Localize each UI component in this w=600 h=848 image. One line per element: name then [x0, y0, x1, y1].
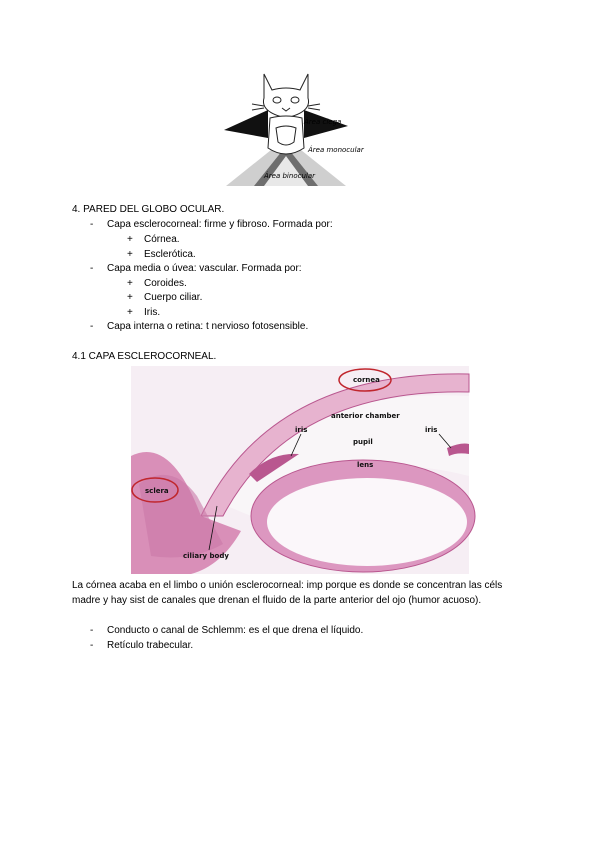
- eye-histology-figure: [131, 366, 469, 574]
- lens-core: [267, 478, 467, 566]
- sub-list-bullet: +: [127, 249, 133, 260]
- limbus-paragraph: La córnea acaba en el limbo o unión esclerocorneal: imp porque es donde se concentran las céls madre y hay sist de canales que drenan el fluido de la parte anterior del ojo (humor acuoso).: [72, 580, 503, 606]
- list-bullet: -: [90, 640, 94, 651]
- list-bullet: -: [90, 263, 94, 274]
- sub-list-bullet: +: [127, 292, 133, 303]
- lens-label: lens: [357, 461, 374, 469]
- cat-visual-field-drawing: [224, 68, 364, 186]
- list-item-text: Capa media o úvea: vascular. Formada por:: [107, 263, 302, 274]
- binocular-area-label: Área binocular: [264, 172, 315, 180]
- sub-list-bullet: +: [127, 307, 133, 318]
- list-item-text: Capa esclerocorneal: firme y fibroso. Formada por:: [107, 219, 333, 230]
- cat-visual-field-figure: [224, 68, 364, 186]
- list-item-text: Conducto o canal de Schlemm: es el que drena el líquido.: [107, 625, 364, 636]
- cat-body-sketch: [268, 116, 304, 154]
- blind-area-left-shape: [224, 110, 268, 138]
- sub-list-bullet: +: [127, 234, 133, 245]
- blind-area-label: Área ciega: [304, 118, 342, 126]
- eye-histology-drawing: [131, 366, 469, 574]
- sub-list-bullet: +: [127, 278, 133, 289]
- sub-list-item-text: Iris.: [144, 307, 161, 318]
- sub-list-item-text: Cuerpo ciliar.: [144, 292, 203, 303]
- sub-list-item-text: Esclerótica.: [144, 249, 196, 260]
- list-item-text: Capa interna o retina: t nervioso fotosensible.: [107, 321, 309, 332]
- section-4-heading: 4. PARED DEL GLOBO OCULAR.: [72, 204, 225, 215]
- monocular-area-label: Área monocular: [308, 146, 364, 154]
- list-bullet: -: [90, 219, 94, 230]
- sub-list-item-text: Córnea.: [144, 234, 180, 245]
- section-4-1-heading: 4.1 CAPA ESCLEROCORNEAL.: [72, 351, 217, 362]
- anterior-chamber-label: anterior chamber: [331, 412, 400, 420]
- list-item-text: Retículo trabecular.: [107, 640, 194, 651]
- sub-list-item-text: Coroides.: [144, 278, 187, 289]
- ciliary-body-label: ciliary body: [183, 552, 229, 560]
- list-bullet: -: [90, 625, 94, 636]
- iris-right-label: iris: [425, 426, 438, 434]
- cat-head-sketch: [252, 74, 320, 118]
- sclera-label: sclera: [145, 487, 169, 495]
- list-bullet: -: [90, 321, 94, 332]
- iris-left-label: iris: [295, 426, 308, 434]
- pupil-label: pupil: [353, 438, 373, 446]
- cornea-label: cornea: [353, 376, 380, 384]
